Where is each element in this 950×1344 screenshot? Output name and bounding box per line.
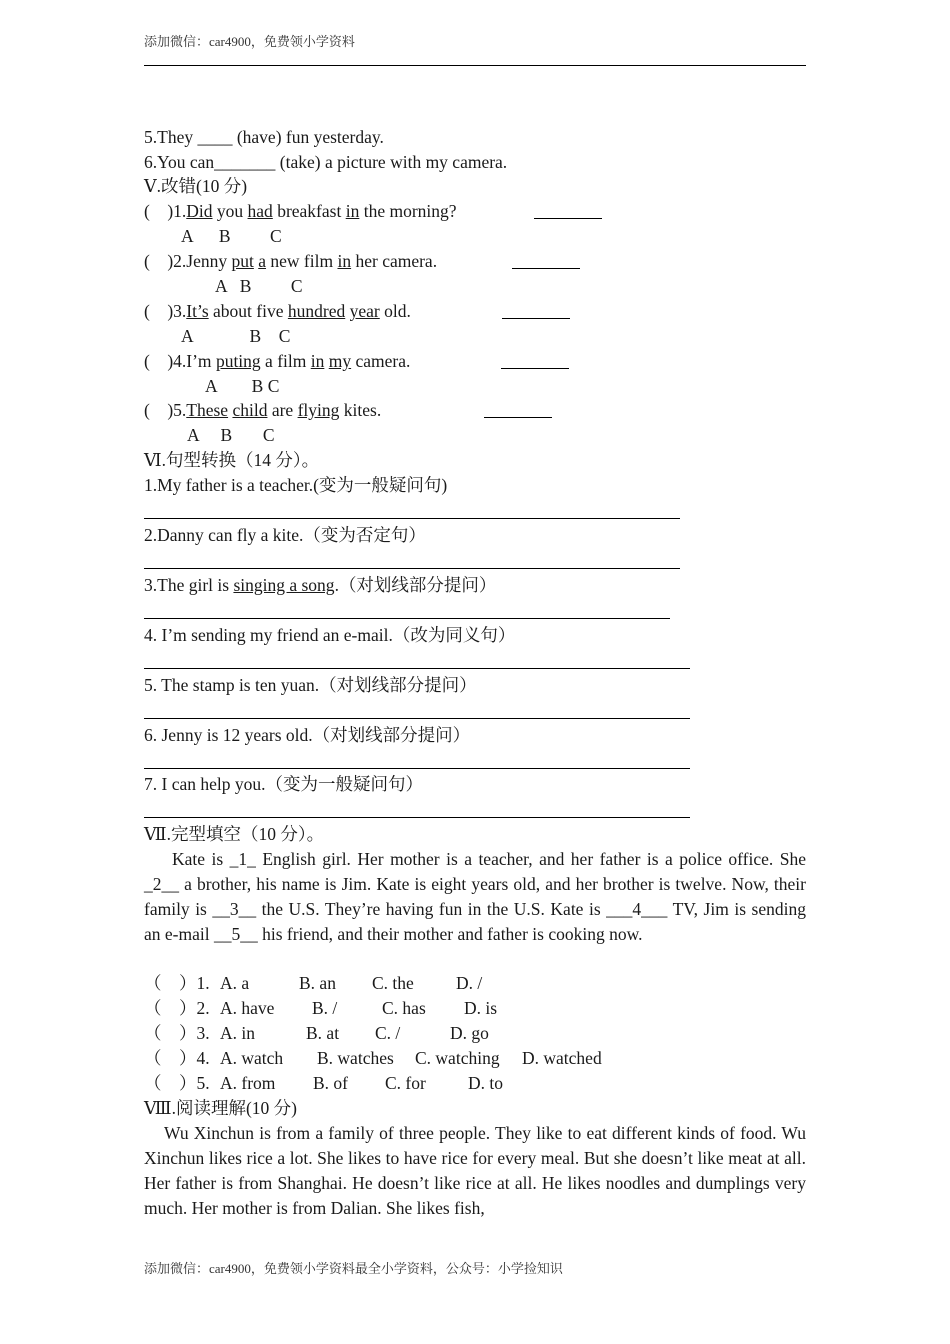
option-number: （ ）4. [144, 1048, 210, 1068]
answer-blank-3 [502, 318, 570, 319]
underlined-b: child [232, 400, 268, 420]
answer-blank-5 [484, 417, 552, 418]
answer-blank-1 [534, 218, 602, 219]
option-number: （ ）2. [144, 998, 210, 1018]
option-b: B. watches [317, 1048, 394, 1068]
option-letters-2: A B C [215, 276, 303, 296]
transform-question-4: 4. I’m sending my friend an e-mail.（改为同义句） [144, 625, 516, 645]
q-prefix: ( )5. [144, 400, 187, 420]
q-prefix: ( )2.Jenny [144, 251, 232, 271]
answer-blank-2 [512, 268, 580, 269]
q-prefix: ( )4.I’m [144, 351, 216, 371]
option-c: C. / [375, 1023, 401, 1043]
fill-question-6: 6.You can_______ (take) a picture with my camera. [144, 152, 508, 172]
cloze-option-row-1 [144, 972, 483, 994]
answer-line-5 [144, 718, 690, 719]
q-text: the morning? [359, 201, 457, 221]
option-d: D. go [450, 1023, 489, 1043]
option-a: A. watch [220, 1048, 284, 1068]
underlined-a: Did [186, 201, 213, 221]
option-letters-3: A B C [181, 326, 291, 346]
q-text: .（对划线部分提问） [334, 575, 497, 595]
cloze-option-row-3 [144, 1022, 489, 1044]
underlined-c: in [345, 201, 360, 221]
reading-passage-text: Wu Xinchun is from a family of three people. They like to eat different kinds of food. Wu Xinchun likes rice a lot. She likes to have rice for every meal. But she doesn’t like meat at all. Her father is from Shanghai. He doesn’t like rice at all. He likes noodles and dumplings very much. Her mother is from Dalian. She likes fish, [144, 1123, 806, 1218]
underlined-c: flying [297, 400, 340, 420]
underlined-a: puting [215, 351, 261, 371]
header-rule [144, 65, 806, 66]
section-8-title: Ⅷ.阅读理解(10 分) [144, 1098, 297, 1118]
option-c: C. has [382, 998, 426, 1018]
underlined-b: a [258, 251, 267, 271]
section-7-title: Ⅶ.完型填空（10 分）。 [144, 824, 325, 844]
answer-blank-4 [501, 368, 569, 369]
answer-line-6 [144, 768, 690, 769]
underlined-b: hundred [287, 301, 346, 321]
underlined-c: year [349, 301, 380, 321]
q-text: breakfast [272, 201, 346, 221]
q-text: kites. [339, 400, 382, 420]
option-letters-1: A B C [181, 226, 282, 246]
underlined-a: It’s [186, 301, 209, 321]
q-prefix: ( )3. [144, 301, 187, 321]
option-b: B. at [306, 1023, 340, 1043]
error-question-1 [144, 200, 457, 222]
option-b: B. / [312, 998, 338, 1018]
transform-question-2: 2.Danny can fly a kite.（变为否定句） [144, 525, 426, 545]
answer-line-1 [144, 518, 680, 519]
option-a: A. in [220, 1023, 255, 1043]
option-b: B. an [299, 973, 336, 993]
option-b: B. of [313, 1073, 348, 1093]
transform-question-7: 7. I can help you.（变为一般疑问句） [144, 774, 423, 794]
error-question-5 [144, 399, 381, 421]
q-text: are [267, 400, 298, 420]
transform-question-3 [144, 574, 496, 596]
option-d: D. watched [522, 1048, 602, 1068]
answer-line-2 [144, 568, 680, 569]
option-d: D. is [464, 998, 498, 1018]
error-question-2 [144, 250, 437, 272]
underlined-b: had [247, 201, 273, 221]
reading-passage [144, 1121, 806, 1221]
answer-line-3 [144, 618, 670, 619]
cloze-option-row-2 [144, 997, 498, 1019]
option-number: （ ）5. [144, 1073, 210, 1093]
answer-line-4 [144, 668, 690, 669]
option-a: A. a [220, 973, 250, 993]
section-6-title: Ⅵ.句型转换（14 分）。 [144, 450, 320, 470]
underlined-phrase: singing a song [233, 575, 335, 595]
q-text: new film [266, 251, 338, 271]
q-text: old. [379, 301, 411, 321]
cloze-passage [144, 847, 806, 947]
transform-question-1: 1.My father is a teacher.(变为一般疑问句) [144, 475, 448, 495]
q-text: 3.The girl is [144, 575, 234, 595]
transform-question-6: 6. Jenny is 12 years old.（对划线部分提问） [144, 725, 471, 745]
section-5-title: Ⅴ.改错(10 分) [144, 176, 248, 196]
option-letters-4: A B C [205, 376, 280, 396]
q-text: a film [260, 351, 311, 371]
underlined-c: my [328, 351, 352, 371]
error-question-3 [144, 300, 411, 322]
page-header: 添加微信：car4900，免费领小学资料 [144, 34, 355, 49]
option-c: C. the [372, 973, 414, 993]
transform-question-5: 5. The stamp is ten yuan.（对划线部分提问） [144, 675, 477, 695]
option-d: D. / [456, 973, 483, 993]
underlined-b: in [310, 351, 325, 371]
underlined-a: put [231, 251, 254, 271]
cloze-option-row-5 [144, 1072, 503, 1094]
q-text: about five [208, 301, 288, 321]
underlined-c: in [337, 251, 352, 271]
q-text: her camera. [351, 251, 438, 271]
option-c: C. watching [415, 1048, 500, 1068]
option-number: （ ）3. [144, 1023, 210, 1043]
cloze-passage-text: Kate is _1_ English girl. Her mother is a teacher, and her father is a police office. She _2__ a brother, his name is Jim. Kate is eight years old, and her brother is twelve. Now, their family is __3__ the U.S. They’re having fun in the U.S. Kate is ___4___ TV, Jim is sending an e-mail __5__ his friend, and their mother and father is cooking now. [144, 849, 806, 944]
fill-question-5: 5.They ____ (have) fun yesterday. [144, 127, 384, 147]
page-footer: 添加微信：car4900，免费领小学资料最全小学资料，公众号：小学捡知识 [144, 1261, 563, 1276]
q-text: camera. [351, 351, 411, 371]
option-a: A. from [220, 1073, 276, 1093]
cloze-option-row-4 [144, 1047, 602, 1069]
q-text: you [212, 201, 248, 221]
q-prefix: ( )1. [144, 201, 187, 221]
option-number: （ ）1. [144, 973, 210, 993]
option-letters-5: A B C [187, 425, 275, 445]
option-a: A. have [220, 998, 275, 1018]
error-question-4 [144, 350, 410, 372]
option-d: D. to [468, 1073, 503, 1093]
option-c: C. for [385, 1073, 426, 1093]
underlined-a: These [186, 400, 229, 420]
answer-line-7 [144, 817, 690, 818]
